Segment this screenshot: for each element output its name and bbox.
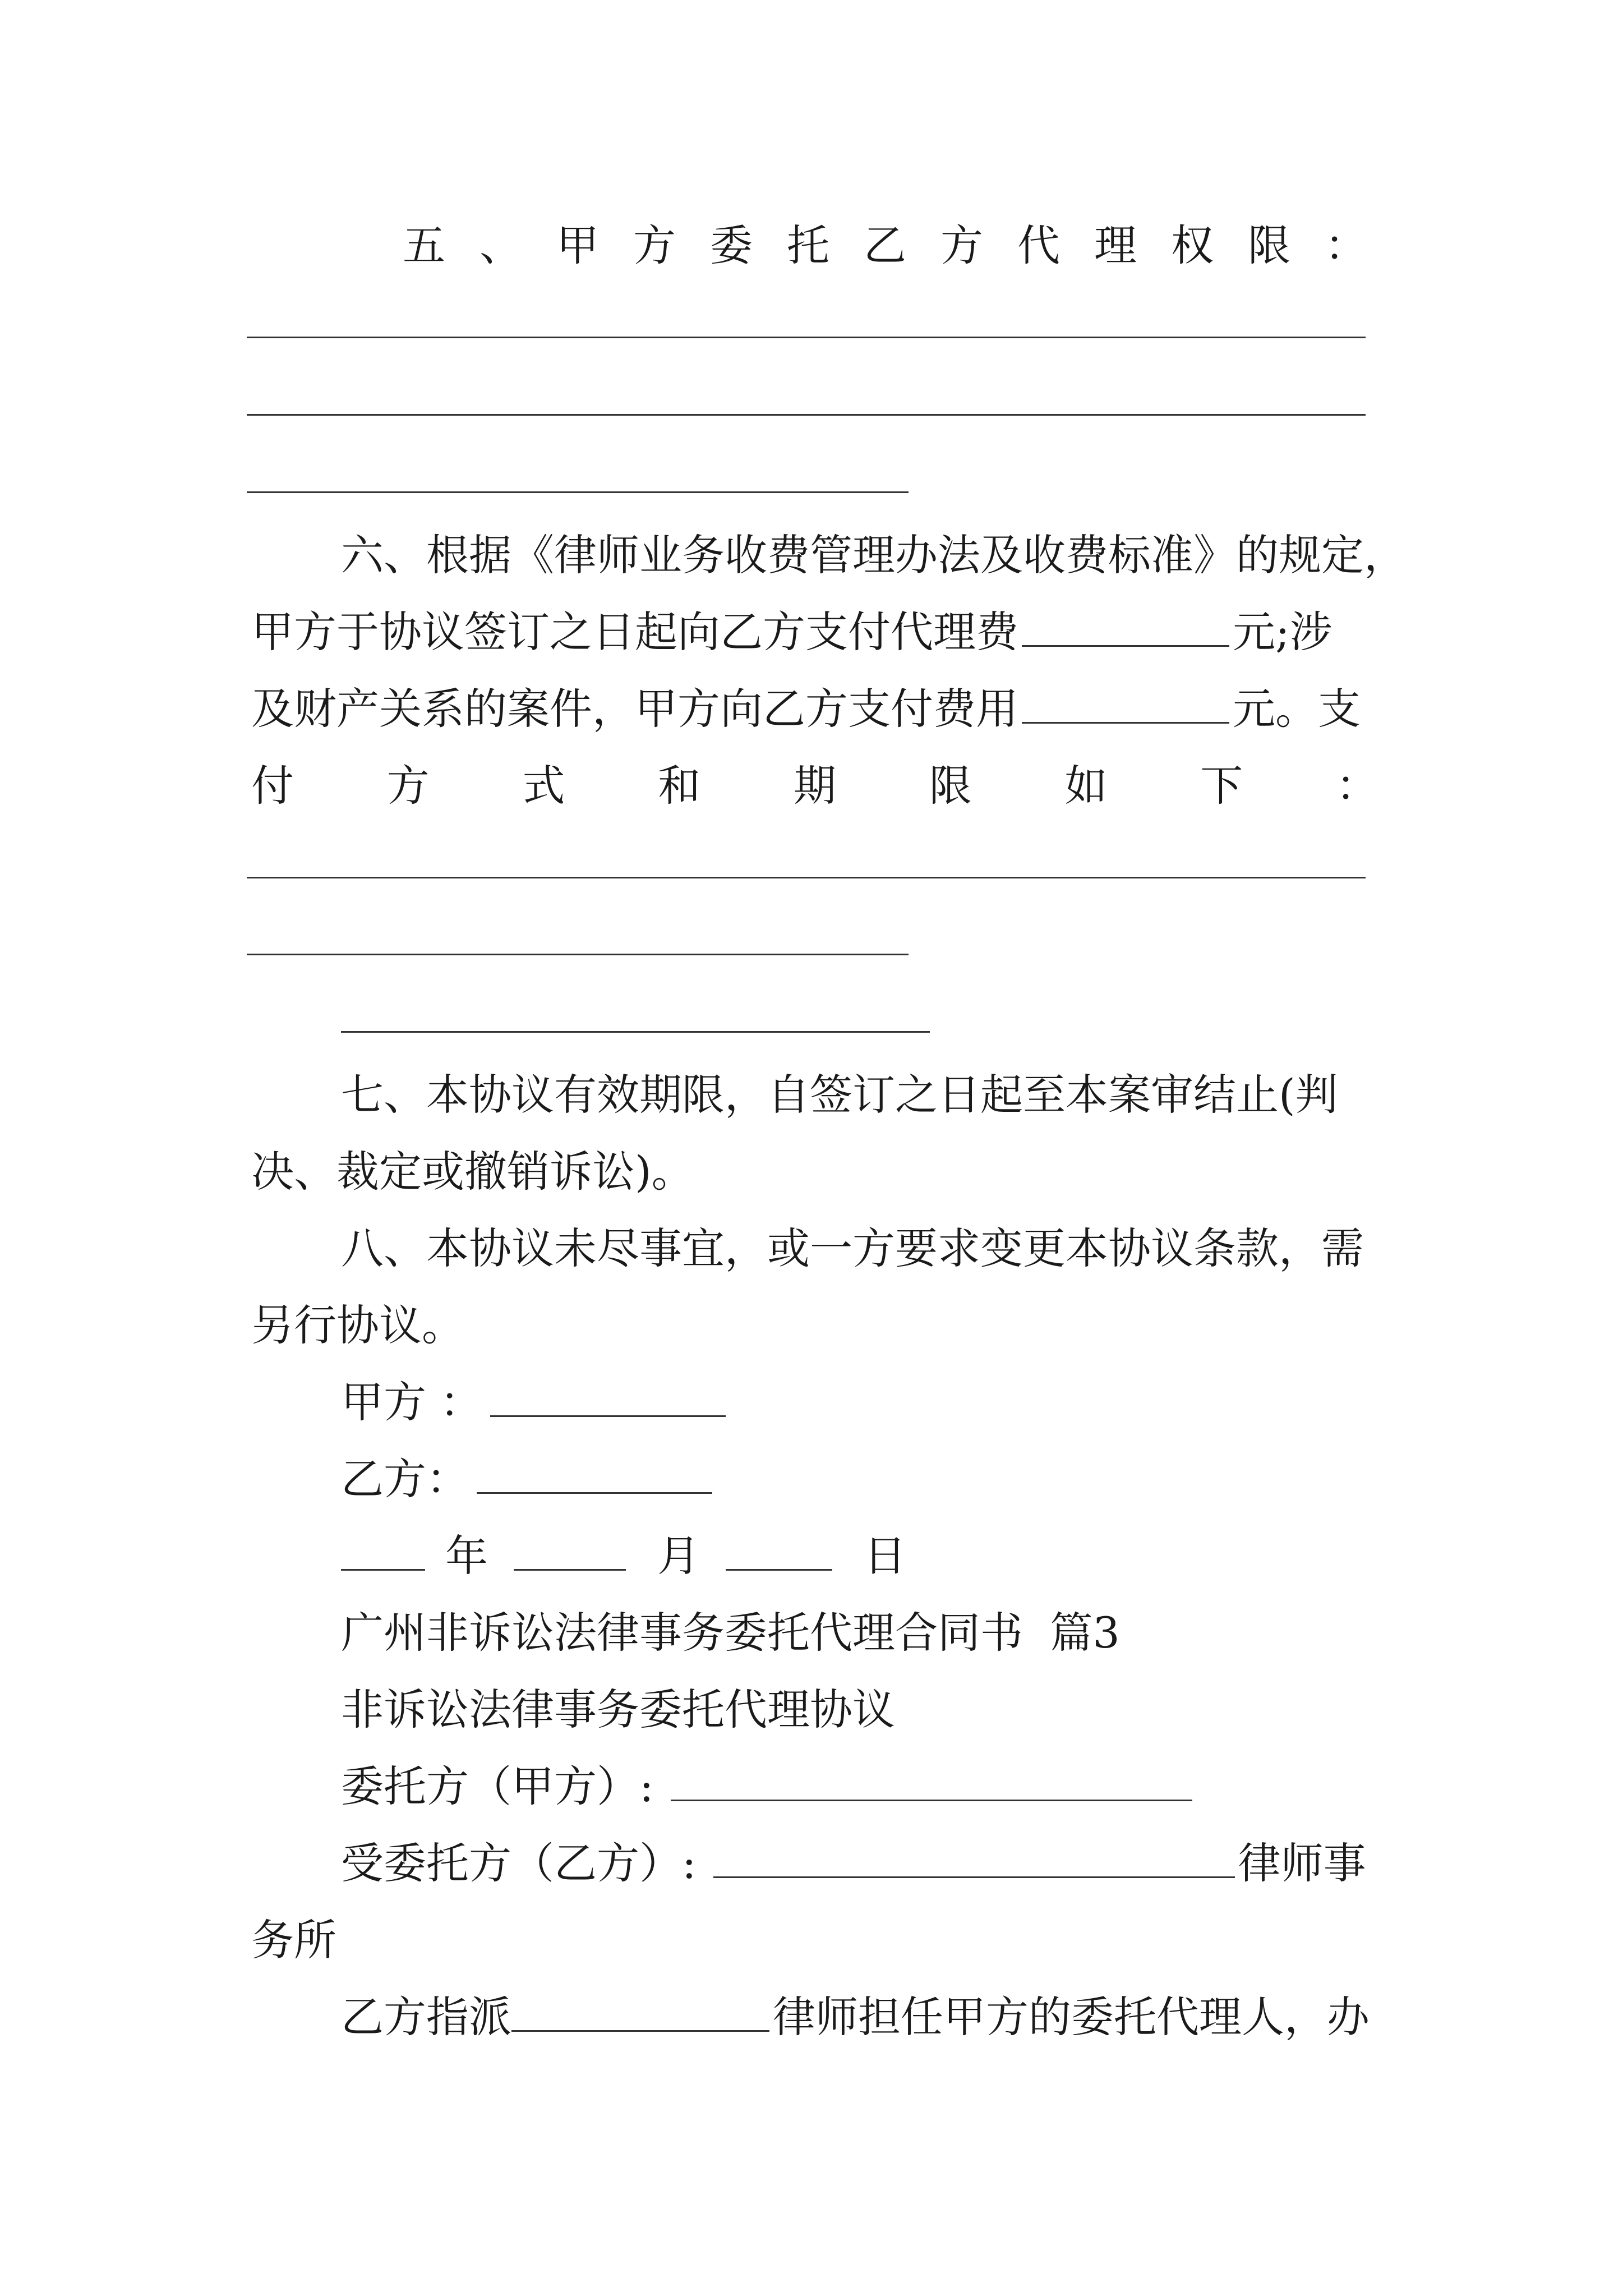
clause6-payment-char: 和 [658, 761, 701, 811]
lawyer-blank[interactable] [511, 1995, 769, 2032]
property-fee-blank[interactable] [1022, 687, 1229, 724]
clause5-heading-char: 方 [633, 220, 676, 270]
clause5-heading-char: 限 [1248, 220, 1290, 270]
clause6-payment-char: 方 [386, 761, 430, 811]
agent-suffix-line2: 务所 [251, 1915, 336, 1965]
day-blank[interactable] [726, 1534, 832, 1571]
party-a-row [341, 1374, 1378, 1430]
year-label: 年 [445, 1531, 488, 1581]
month-label: 月 [657, 1531, 700, 1581]
assign-label: 乙方指派 [341, 1992, 511, 2042]
clause7-line2: 决、裁定或撤销诉讼)。 [251, 1147, 694, 1197]
clause6-payment-char: ： [1336, 761, 1378, 811]
agent-suffix: 律师事 [1238, 1838, 1366, 1888]
assign-text: 律师担任甲方的委托代理人，办 [773, 1992, 1370, 2042]
section3-title: 非诉讼法律事务委托代理协议 [341, 1685, 895, 1734]
day-label: 日 [864, 1531, 906, 1581]
month-blank[interactable] [514, 1534, 626, 1571]
blank-line [247, 337, 1366, 338]
party-b-label: 乙方： [341, 1454, 469, 1504]
clause5-heading-char: 五 [403, 220, 445, 270]
clause5-heading-char: 权 [1171, 220, 1214, 270]
clause6-payment-char: 式 [522, 761, 565, 811]
clause5-heading-char: 乙 [864, 220, 906, 270]
clause6-line2-text: 甲方于协议签订之日起向乙方支付代理费 [251, 607, 1018, 657]
date-row [341, 1528, 1378, 1584]
party-b-blank[interactable] [477, 1457, 712, 1494]
blank-line [247, 954, 909, 955]
assign-row [341, 1989, 1378, 2045]
clause6-line2 [251, 604, 1378, 660]
party-b-row [341, 1451, 1378, 1507]
clause5-heading-char: 甲 [556, 220, 599, 270]
client-label: 委托方（甲方）: [341, 1761, 654, 1811]
blank-line [247, 877, 1366, 878]
client-blank[interactable] [671, 1765, 1192, 1801]
clause8-line1: 八、本协议未尽事宜，或一方要求变更本协议条款，需 [341, 1223, 1364, 1273]
party-a-label: 甲方 ： [341, 1377, 483, 1427]
clause6-payment-char: 如 [1064, 761, 1108, 811]
client-row [341, 1759, 1378, 1815]
clause5-heading-char: 代 [1017, 220, 1060, 270]
blank-line [247, 491, 909, 493]
clause6-payment-heading [251, 758, 1378, 814]
clause6-payment-char: 限 [929, 761, 972, 811]
clause6-line1: 六、根据《律师业务收费管理办法及收费标准》的规定， [341, 530, 1407, 580]
year-blank[interactable] [341, 1534, 425, 1571]
clause7-line1: 七、本协议有效期限，自签订之日起至本案审结止(判 [341, 1070, 1338, 1120]
fee-blank[interactable] [1022, 610, 1229, 647]
clause8-line2: 另行协议。 [251, 1300, 464, 1350]
clause5-heading-char: 、 [479, 220, 522, 270]
blank-line [247, 414, 1366, 416]
blank-line [341, 1031, 930, 1033]
clause5-heading [403, 218, 1367, 274]
clause5-heading-char: 理 [1094, 220, 1137, 270]
clause5-heading-char: 方 [940, 220, 983, 270]
clause5-heading-char: ： [1325, 220, 1367, 270]
clause6-line3-text: 及财产关系的案件，甲方向乙方支付费用 [251, 684, 1018, 734]
agent-label: 受委托方（乙方）: [341, 1838, 697, 1888]
clause5-heading-char: 托 [787, 220, 829, 270]
agent-row [341, 1835, 1378, 1892]
clause6-line2-end: 元;涉 [1233, 607, 1332, 657]
section3-heading: 广州非诉讼法律事务委托代理合同书 篇3 [341, 1608, 1120, 1658]
clause6-line3-end: 元。支 [1233, 684, 1361, 734]
clause6-line3 [251, 681, 1378, 737]
agent-blank[interactable] [713, 1842, 1235, 1878]
clause6-payment-char: 期 [794, 761, 836, 811]
clause6-payment-char: 下 [1200, 761, 1243, 811]
clause5-heading-char: 委 [710, 220, 753, 270]
clause6-payment-char: 付 [251, 761, 294, 811]
party-a-blank[interactable] [490, 1381, 726, 1417]
